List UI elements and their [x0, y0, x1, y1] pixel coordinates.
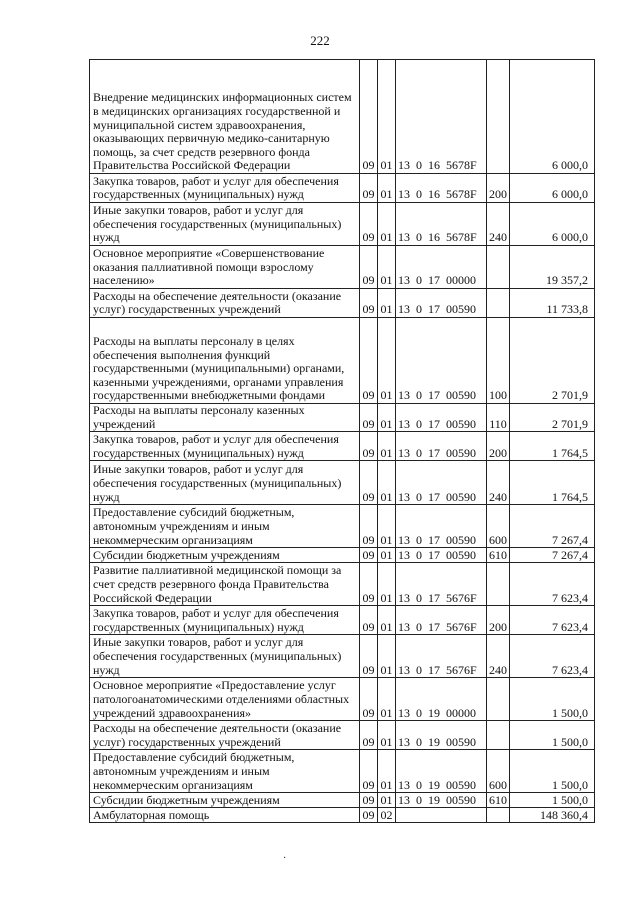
subsection-code-text: 01 — [380, 662, 393, 677]
row-name-text: Основное мероприятие «Предоставление услуг патологоанатомическими отделениями областных учреждений здравоохранения» — [93, 678, 350, 720]
target-item-code-text: 13 0 19 00590 — [398, 734, 476, 749]
target-item-code-text: 13 0 17 00590 — [398, 547, 476, 562]
section-code-cell — [360, 721, 378, 750]
row-name-cell — [90, 432, 360, 461]
table-row — [90, 505, 595, 548]
row-name-text: Расходы на выплаты персоналу казенных учреждений — [93, 403, 305, 431]
subsection-code-cell — [378, 606, 396, 635]
amount-text: 2 701,9 — [552, 388, 588, 403]
target-item-code-cell — [396, 635, 487, 678]
amount-text: 6 000,0 — [552, 230, 588, 245]
row-name-cell — [90, 318, 360, 404]
subsection-code-cell — [378, 678, 396, 721]
target-item-code-cell — [396, 461, 487, 505]
expense-type-code-cell — [487, 60, 510, 174]
target-item-code-cell — [396, 548, 487, 563]
row-name-cell — [90, 548, 360, 563]
section-code-cell — [360, 461, 378, 505]
subsection-code-text: 01 — [380, 230, 393, 245]
target-item-code-text: 13 0 17 00590 — [398, 445, 476, 460]
amount-text: 1 500,0 — [552, 792, 588, 807]
section-code-cell — [360, 289, 378, 318]
amount-cell — [510, 404, 595, 432]
target-item-code-text: 13 0 16 5678F — [398, 158, 477, 173]
amount-cell — [510, 793, 595, 808]
expense-type-code-cell — [487, 793, 510, 808]
expense-type-code-cell — [487, 750, 510, 793]
expense-type-code-text: 100 — [489, 388, 507, 403]
expense-type-code-text: 240 — [489, 662, 507, 677]
section-code-cell — [360, 318, 378, 404]
section-code-text: 09 — [362, 807, 375, 822]
expense-type-code-cell — [487, 678, 510, 721]
amount-cell — [510, 60, 595, 174]
section-code-cell — [360, 750, 378, 793]
subsection-code-cell — [378, 432, 396, 461]
target-item-code-text: 13 0 19 00000 — [398, 705, 476, 720]
section-code-cell — [360, 635, 378, 678]
row-name-cell — [90, 793, 360, 808]
target-item-code-text: 13 0 17 5676F — [398, 662, 477, 677]
row-name-cell — [90, 808, 360, 823]
target-item-code-cell — [396, 404, 487, 432]
section-code-cell — [360, 203, 378, 246]
row-name-cell — [90, 404, 360, 432]
section-code-cell — [360, 404, 378, 432]
target-item-code-text: 13 0 17 00590 — [398, 388, 476, 403]
expense-type-code-cell — [487, 563, 510, 606]
subsection-code-text: 01 — [380, 187, 393, 202]
table-row — [90, 174, 595, 203]
row-name-text: Предоставление субсидий бюджетным, автономным учреждениям и иным некоммерческим организациям — [93, 505, 295, 547]
expense-type-code-cell — [487, 635, 510, 678]
subsection-code-text: 01 — [380, 547, 393, 562]
section-code-text: 09 — [362, 532, 375, 547]
page-number: 222 — [310, 33, 330, 48]
target-item-code-cell — [396, 289, 487, 318]
target-item-code-cell — [396, 793, 487, 808]
target-item-code-cell — [396, 721, 487, 750]
row-name-text: Расходы на обеспечение деятельности (оказание услуг) государственных учреждений — [93, 721, 342, 749]
table-row — [90, 318, 595, 404]
section-code-text: 09 — [362, 705, 375, 720]
row-name-cell — [90, 246, 360, 289]
target-item-code-text: 13 0 17 00590 — [398, 489, 476, 504]
section-code-text: 09 — [362, 302, 375, 317]
amount-text: 1 500,0 — [552, 705, 588, 720]
table-row — [90, 606, 595, 635]
subsection-code-cell — [378, 505, 396, 548]
subsection-code-text: 01 — [380, 734, 393, 749]
table-row — [90, 203, 595, 246]
row-name-cell — [90, 635, 360, 678]
amount-cell — [510, 174, 595, 203]
table-row — [90, 548, 595, 563]
section-code-text: 09 — [362, 187, 375, 202]
expense-type-code-text: 200 — [489, 187, 507, 202]
expense-type-code-cell — [487, 174, 510, 203]
amount-text: 7 623,4 — [552, 662, 588, 677]
amount-cell — [510, 635, 595, 678]
expense-type-code-cell — [487, 404, 510, 432]
amount-text: 7 623,4 — [552, 619, 588, 634]
table-row — [90, 563, 595, 606]
amount-cell — [510, 505, 595, 548]
section-code-cell — [360, 606, 378, 635]
row-name-text: Закупка товаров, работ и услуг для обеспечения государственных (муниципальных) нужд — [93, 173, 339, 202]
expense-type-code-cell — [487, 203, 510, 246]
target-item-code-cell — [396, 678, 487, 721]
subsection-code-cell — [378, 635, 396, 678]
row-name-cell — [90, 461, 360, 505]
amount-cell — [510, 461, 595, 505]
subsection-code-cell — [378, 203, 396, 246]
expense-type-code-cell — [487, 808, 510, 823]
section-code-text: 09 — [362, 388, 375, 403]
subsection-code-text: 01 — [380, 705, 393, 720]
amount-cell — [510, 318, 595, 404]
amount-text: 19 357,2 — [546, 273, 588, 288]
row-name-text: Предоставление субсидий бюджетным, автономным учреждениям и иным некоммерческим организациям — [93, 750, 295, 792]
amount-text: 11 733,8 — [546, 302, 588, 317]
table-row — [90, 808, 595, 823]
target-item-code-cell — [396, 606, 487, 635]
section-code-text: 09 — [362, 547, 375, 562]
row-name-text: Основное мероприятие «Совершенствование оказания паллиативной помощи взрослому населению» — [93, 246, 325, 288]
row-name-cell — [90, 750, 360, 793]
row-name-cell — [90, 203, 360, 246]
expense-type-code-cell — [487, 548, 510, 563]
subsection-code-cell — [378, 461, 396, 505]
table-row — [90, 721, 595, 750]
subsection-code-cell — [378, 174, 396, 203]
amount-cell — [510, 289, 595, 318]
row-name-text: Амбулаторная помощь — [93, 807, 210, 822]
section-code-text: 09 — [362, 734, 375, 749]
subsection-code-cell — [378, 404, 396, 432]
subsection-code-cell — [378, 808, 396, 823]
scan-mark: · — [283, 853, 287, 864]
table-row — [90, 635, 595, 678]
row-name-text: Расходы на обеспечение деятельности (оказание услуг) государственных учреждений — [93, 288, 342, 317]
budget-table — [89, 59, 595, 823]
amount-cell — [510, 203, 595, 246]
target-item-code-cell — [396, 60, 487, 174]
subsection-code-cell — [378, 289, 396, 318]
row-name-text: Иные закупки товаров, работ и услуг для обеспечения государственных (муниципальных) нужд — [93, 462, 342, 504]
subsection-code-text: 01 — [380, 445, 393, 460]
section-code-cell — [360, 548, 378, 563]
row-name-cell — [90, 60, 360, 174]
target-item-code-cell — [396, 174, 487, 203]
subsection-code-text: 01 — [380, 532, 393, 547]
section-code-cell — [360, 246, 378, 289]
row-name-text: Закупка товаров, работ и услуг для обеспечения государственных (муниципальных) нужд — [93, 606, 339, 634]
amount-text: 1 500,0 — [552, 734, 588, 749]
row-name-cell — [90, 289, 360, 318]
section-code-cell — [360, 432, 378, 461]
subsection-code-text: 01 — [380, 302, 393, 317]
row-name-text: Иные закупки товаров, работ и услуг для обеспечения государственных (муниципальных) нужд — [93, 203, 342, 245]
target-item-code-text: 13 0 17 00000 — [398, 273, 476, 288]
expense-type-code-text: 600 — [489, 777, 507, 792]
row-name-cell — [90, 563, 360, 606]
subsection-code-cell — [378, 548, 396, 563]
amount-cell — [510, 548, 595, 563]
section-code-text: 09 — [362, 777, 375, 792]
expense-type-code-cell — [487, 432, 510, 461]
amount-text: 1 764,5 — [552, 445, 588, 460]
target-item-code-text: 13 0 17 00590 — [398, 416, 476, 431]
section-code-text: 09 — [362, 445, 375, 460]
target-item-code-text: 13 0 17 5676F — [398, 619, 477, 634]
amount-text: 1 500,0 — [552, 777, 588, 792]
expense-type-code-cell — [487, 289, 510, 318]
target-item-code-text: 13 0 17 00590 — [398, 532, 476, 547]
table-row — [90, 60, 595, 174]
expense-type-code-cell — [487, 318, 510, 404]
subsection-code-cell — [378, 60, 396, 174]
section-code-cell — [360, 60, 378, 174]
table-row — [90, 404, 595, 432]
section-code-cell — [360, 505, 378, 548]
table-row — [90, 289, 595, 318]
budget-table-body — [90, 60, 595, 823]
section-code-text: 09 — [362, 792, 375, 807]
amount-cell — [510, 721, 595, 750]
section-code-text: 09 — [362, 230, 375, 245]
section-code-text: 09 — [362, 158, 375, 173]
subsection-code-cell — [378, 793, 396, 808]
amount-cell — [510, 246, 595, 289]
subsection-code-text: 01 — [380, 792, 393, 807]
target-item-code-text: 13 0 19 00590 — [398, 792, 476, 807]
row-name-cell — [90, 721, 360, 750]
amount-cell — [510, 606, 595, 635]
subsection-code-cell — [378, 721, 396, 750]
subsection-code-text: 01 — [380, 590, 393, 605]
row-name-cell — [90, 174, 360, 203]
subsection-code-cell — [378, 246, 396, 289]
section-code-cell — [360, 678, 378, 721]
subsection-code-text: 01 — [380, 619, 393, 634]
target-item-code-text: 13 0 19 00590 — [398, 777, 476, 792]
amount-text: 148 360,4 — [540, 807, 588, 822]
amount-cell — [510, 808, 595, 823]
table-row — [90, 461, 595, 505]
expense-type-code-text: 200 — [489, 445, 507, 460]
expense-type-code-cell — [487, 505, 510, 548]
table-row — [90, 678, 595, 721]
expense-type-code-text: 200 — [489, 619, 507, 634]
expense-type-code-text: 110 — [489, 416, 507, 431]
section-code-text: 09 — [362, 273, 375, 288]
amount-text: 7 267,4 — [552, 547, 588, 562]
subsection-code-text: 01 — [380, 777, 393, 792]
target-item-code-cell — [396, 203, 487, 246]
expense-type-code-cell — [487, 606, 510, 635]
section-code-cell — [360, 174, 378, 203]
amount-text: 2 701,9 — [552, 416, 588, 431]
amount-cell — [510, 563, 595, 606]
subsection-code-text: 01 — [380, 416, 393, 431]
expense-type-code-cell — [487, 721, 510, 750]
amount-cell — [510, 678, 595, 721]
section-code-text: 09 — [362, 489, 375, 504]
subsection-code-text: 01 — [380, 158, 393, 173]
target-item-code-cell — [396, 246, 487, 289]
subsection-code-cell — [378, 563, 396, 606]
section-code-text: 09 — [362, 416, 375, 431]
target-item-code-cell — [396, 808, 487, 823]
row-name-cell — [90, 606, 360, 635]
expense-type-code-text: 610 — [489, 792, 507, 807]
target-item-code-cell — [396, 563, 487, 606]
target-item-code-cell — [396, 318, 487, 404]
section-code-text: 09 — [362, 619, 375, 634]
row-name-text: Закупка товаров, работ и услуг для обеспечения государственных (муниципальных) нужд — [93, 432, 339, 460]
section-code-cell — [360, 808, 378, 823]
amount-text: 6 000,0 — [552, 187, 588, 202]
section-code-text: 09 — [362, 662, 375, 677]
subsection-code-cell — [378, 318, 396, 404]
amount-text: 7 267,4 — [552, 532, 588, 547]
amount-text: 7 623,4 — [552, 590, 588, 605]
row-name-cell — [90, 678, 360, 721]
table-row — [90, 432, 595, 461]
target-item-code-text: 13 0 16 5678F — [398, 230, 477, 245]
target-item-code-text: 13 0 17 5676F — [398, 590, 477, 605]
row-name-text: Внедрение медицинских информационных систем в медицинских организациях государственной и муниципальной систем здравоохранения, оказывающих первичную медико-санитарную помощь, за счет средств резервного фонда Правительства Российской Федерации — [93, 90, 352, 173]
expense-type-code-cell — [487, 461, 510, 505]
row-name-text: Иные закупки товаров, работ и услуг для обеспечения государственных (муниципальных) нужд — [93, 635, 342, 677]
section-code-cell — [360, 793, 378, 808]
row-name-text: Развитие паллиативной медицинской помощи за счет средств резервного фонда Правительства Российской Федерации — [93, 563, 342, 605]
target-item-code-text: 13 0 16 5678F — [398, 187, 477, 202]
expense-type-code-text: 240 — [489, 230, 507, 245]
amount-text: 6 000,0 — [552, 158, 588, 173]
row-name-cell — [90, 505, 360, 548]
subsection-code-cell — [378, 750, 396, 793]
row-name-text: Расходы на выплаты персоналу в целях обеспечения выполнения функций государственными (муниципальными) органами, казенными учреждениями, органами управления государственными внебюджетными фондами — [93, 334, 345, 403]
row-name-text: Субсидии бюджетным учреждениям — [93, 792, 280, 807]
subsection-code-text: 01 — [380, 489, 393, 504]
table-row — [90, 246, 595, 289]
subsection-code-text: 02 — [380, 807, 393, 822]
subsection-code-text: 01 — [380, 273, 393, 288]
expense-type-code-cell — [487, 246, 510, 289]
subsection-code-text: 01 — [380, 388, 393, 403]
section-code-cell — [360, 563, 378, 606]
expense-type-code-text: 610 — [489, 547, 507, 562]
target-item-code-cell — [396, 505, 487, 548]
amount-text: 1 764,5 — [552, 489, 588, 504]
row-name-text: Субсидии бюджетным учреждениям — [93, 547, 280, 562]
table-row — [90, 750, 595, 793]
amount-cell — [510, 432, 595, 461]
expense-type-code-text: 600 — [489, 532, 507, 547]
table-row — [90, 793, 595, 808]
target-item-code-cell — [396, 750, 487, 793]
expense-type-code-text: 240 — [489, 489, 507, 504]
target-item-code-cell — [396, 432, 487, 461]
amount-cell — [510, 750, 595, 793]
section-code-text: 09 — [362, 590, 375, 605]
target-item-code-text: 13 0 17 00590 — [398, 302, 476, 317]
